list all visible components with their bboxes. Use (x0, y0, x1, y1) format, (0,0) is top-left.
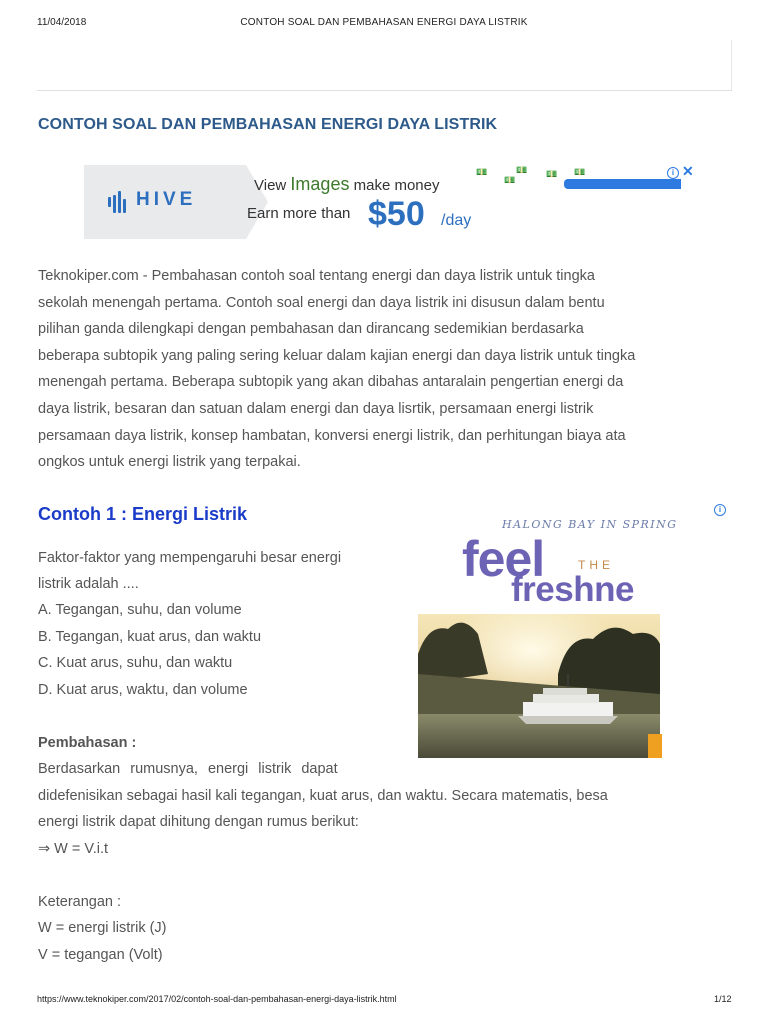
article-title[interactable]: CONTOH SOAL DAN PEMBAHASAN ENERGI DAYA LISTRIK (38, 116, 498, 133)
option-a: A. Tegangan, suhu, dan volume (38, 602, 242, 618)
hive-logo-panel (84, 165, 246, 239)
divider (37, 90, 732, 91)
halong-bay-photo (418, 614, 660, 758)
hive-logo-icon (108, 191, 130, 213)
money-icon: 💵 (546, 169, 558, 179)
money-icon: 💵 (504, 175, 516, 185)
ad-amount: $50 (368, 195, 425, 233)
hive-logo-text: HIVE (136, 189, 197, 210)
question-text: Faktor-faktor yang mempengaruhi besar energi (38, 550, 342, 566)
question-text: listrik adalah .... (38, 576, 139, 592)
keterangan-label: Keterangan : (38, 894, 122, 910)
side-ad[interactable] (418, 500, 732, 758)
ad-word-fresh: freshne (511, 570, 634, 609)
option-d: D. Kuat arus, waktu, dan volume (38, 682, 248, 698)
keterangan-item: W = energi listrik (J) (38, 920, 167, 936)
ad-decor-bar (648, 734, 662, 758)
money-icon: 💵 (516, 165, 528, 175)
option-c: C. Kuat arus, suhu, dan waktu (38, 655, 233, 671)
ad-subline: Earn more than (247, 205, 351, 222)
print-date: 11/04/2018 (37, 17, 87, 28)
formula: ⇒ W = V.i.t (38, 841, 109, 857)
divider (731, 40, 732, 90)
money-icon: 💵 (574, 167, 586, 177)
option-b: B. Tegangan, kuat arus, dan waktu (38, 629, 262, 645)
pembahasan-text: Berdasarkan rumusnya, energi listrik dapat (38, 761, 338, 777)
pembahasan-label: Pembahasan : (38, 735, 137, 751)
money-icon: 💵 (476, 167, 488, 177)
close-icon[interactable]: ✕ (682, 163, 694, 179)
ad-amount-suffix: /day (441, 212, 472, 229)
info-icon[interactable]: i (667, 167, 679, 179)
print-footer-url: https://www.teknokiper.com/2017/02/contoh-soal-dan-pembahasan-energi-daya-listrik.html (37, 994, 397, 1004)
banner-ad[interactable] (84, 165, 696, 239)
print-page-number: 1/12 (714, 994, 732, 1004)
pembahasan-text: didefenisikan sebagai hasil kali tegangan, kuat arus, dan waktu. Secara matematis, besa (38, 788, 608, 804)
print-page-title: CONTOH SOAL DAN PEMBAHASAN ENERGI DAYA LISTRIK (240, 17, 528, 28)
pembahasan-text: energi listrik dapat dihitung dengan rumus berikut: (38, 814, 359, 830)
section-heading: Contoh 1 : Energi Listrik (38, 504, 248, 524)
ad-headline: View Images make money (254, 174, 440, 194)
info-icon[interactable]: i (714, 504, 726, 516)
ad-word-the: THE (578, 558, 614, 572)
ad-tagline: HALONG BAY IN SPRING (502, 518, 678, 531)
ad-decor-bar (564, 179, 681, 189)
intro-paragraph: Teknokiper.com - Pembahasan contoh soal tentang energi dan daya listrik untuk tingka sekolah menengah pertama. Contoh soal energi dan daya listrik ini disusun dalam bentu pilihan ganda dilengkapi dengan pembahasan dan dirancang sedemikian berdasarka beberapa subtopik yang paling sering keluar dalam kajian energi dan daya listrik untuk tingka menengah pertama. Beberapa subtopik yang akan dibahas antaralain pengertian energi da daya listrik, besaran dan satuan dalam energi dan daya lisrtik, persamaan energi listrik persamaan daya listrik, konsep hambatan, konversi energi listrik, dan perhitungan biaya ata ongkos untuk energi listrik yang terpakai. (38, 268, 636, 471)
ad-word-feel: feel (462, 531, 545, 587)
keterangan-item: V = tegangan (Volt) (38, 947, 163, 963)
